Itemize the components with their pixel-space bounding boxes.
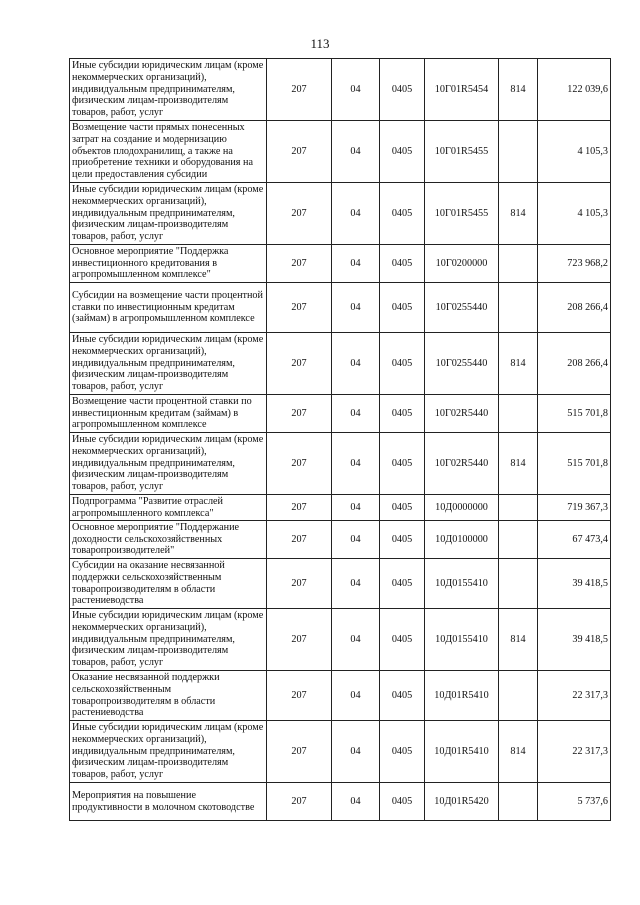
table-row (70, 183, 611, 245)
row-name-cell: Субсидии на возмещение части процентной ставки по инвестиционным кредитам (займам) в агропромышленном комплексе (70, 283, 267, 333)
row-ved-cell: 207 (267, 721, 332, 783)
row-name-cell: Субсидии на оказание несвязанной поддержки сельскохозяйственным товаропроизводителям в области растениеводства (70, 559, 267, 609)
row-expense-type-cell (499, 395, 538, 433)
row-section-cell: 04 (332, 395, 380, 433)
row-expense-type-cell (499, 495, 538, 521)
row-expense-type-cell (499, 121, 538, 183)
row-name-cell: Иные субсидии юридическим лицам (кроме некоммерческих организаций), индивидуальным предпринимателям, физическим лицам-производителям товаров, работ, услуг (70, 721, 267, 783)
row-amount-cell: 39 418,5 (538, 609, 611, 671)
row-target-code-cell: 10Д0155410 (425, 609, 499, 671)
table-row (70, 521, 611, 559)
row-subsection-cell: 0405 (380, 721, 425, 783)
row-subsection-cell: 0405 (380, 609, 425, 671)
table-row (70, 721, 611, 783)
table-row (70, 245, 611, 283)
row-name-cell: Оказание несвязанной поддержки сельскохозяйственным товаропроизводителям в области растениеводства (70, 671, 267, 721)
row-subsection-cell: 0405 (380, 183, 425, 245)
row-subsection-cell: 0405 (380, 395, 425, 433)
row-section-cell: 04 (332, 121, 380, 183)
row-amount-cell: 22 317,3 (538, 671, 611, 721)
row-ved-cell: 207 (267, 395, 332, 433)
row-expense-type-cell: 814 (499, 609, 538, 671)
row-section-cell: 04 (332, 245, 380, 283)
row-amount-cell: 122 039,6 (538, 59, 611, 121)
row-subsection-cell: 0405 (380, 521, 425, 559)
row-target-code-cell: 10Г01R5455 (425, 183, 499, 245)
row-section-cell: 04 (332, 559, 380, 609)
row-subsection-cell: 0405 (380, 333, 425, 395)
row-section-cell: 04 (332, 495, 380, 521)
row-subsection-cell: 0405 (380, 783, 425, 821)
row-amount-cell: 4 105,3 (538, 121, 611, 183)
row-ved-cell: 207 (267, 783, 332, 821)
row-expense-type-cell: 814 (499, 59, 538, 121)
row-ved-cell: 207 (267, 121, 332, 183)
row-amount-cell: 208 266,4 (538, 283, 611, 333)
row-target-code-cell: 10Г01R5454 (425, 59, 499, 121)
row-name-cell: Подпрограмма "Развитие отраслей агропромышленного комплекса" (70, 495, 267, 521)
row-section-cell: 04 (332, 433, 380, 495)
row-ved-cell: 207 (267, 495, 332, 521)
row-subsection-cell: 0405 (380, 671, 425, 721)
row-amount-cell: 515 701,8 (538, 395, 611, 433)
table-row (70, 783, 611, 821)
row-ved-cell: 207 (267, 333, 332, 395)
row-target-code-cell: 10Д0100000 (425, 521, 499, 559)
row-ved-cell: 207 (267, 59, 332, 121)
row-name-cell: Возмещение части процентной ставки по инвестиционным кредитам (займам) в агропромышленном комплексе (70, 395, 267, 433)
row-target-code-cell: 10Д01R5410 (425, 721, 499, 783)
row-target-code-cell: 10Д01R5420 (425, 783, 499, 821)
row-amount-cell: 208 266,4 (538, 333, 611, 395)
row-target-code-cell: 10Г0255440 (425, 333, 499, 395)
table-row (70, 333, 611, 395)
row-name-cell: Иные субсидии юридическим лицам (кроме некоммерческих организаций), индивидуальным предпринимателям, физическим лицам-производителям товаров, работ, услуг (70, 433, 267, 495)
table-row (70, 609, 611, 671)
row-subsection-cell: 0405 (380, 433, 425, 495)
table-row (70, 559, 611, 609)
row-amount-cell: 515 701,8 (538, 433, 611, 495)
row-ved-cell: 207 (267, 609, 332, 671)
row-expense-type-cell (499, 671, 538, 721)
row-name-cell: Иные субсидии юридическим лицам (кроме некоммерческих организаций), индивидуальным предпринимателям, физическим лицам-производителям товаров, работ, услуг (70, 59, 267, 121)
row-ved-cell: 207 (267, 671, 332, 721)
row-ved-cell: 207 (267, 245, 332, 283)
row-expense-type-cell: 814 (499, 333, 538, 395)
row-subsection-cell: 0405 (380, 283, 425, 333)
row-subsection-cell: 0405 (380, 121, 425, 183)
budget-table (69, 58, 611, 821)
row-target-code-cell: 10Г02R5440 (425, 395, 499, 433)
row-section-cell: 04 (332, 59, 380, 121)
row-ved-cell: 207 (267, 283, 332, 333)
row-amount-cell: 719 367,3 (538, 495, 611, 521)
row-target-code-cell: 10Г0200000 (425, 245, 499, 283)
row-amount-cell: 723 968,2 (538, 245, 611, 283)
table-body (70, 59, 611, 821)
row-name-cell: Основное мероприятие "Поддержка инвестиционного кредитования в агропромышленном комплексе" (70, 245, 267, 283)
row-subsection-cell: 0405 (380, 559, 425, 609)
row-expense-type-cell (499, 521, 538, 559)
table-row (70, 433, 611, 495)
row-target-code-cell: 10Г0255440 (425, 283, 499, 333)
row-amount-cell: 4 105,3 (538, 183, 611, 245)
row-target-code-cell: 10Д0000000 (425, 495, 499, 521)
row-name-cell: Иные субсидии юридическим лицам (кроме некоммерческих организаций), индивидуальным предпринимателям, физическим лицам-производителям товаров, работ, услуг (70, 609, 267, 671)
row-expense-type-cell (499, 783, 538, 821)
row-ved-cell: 207 (267, 183, 332, 245)
row-subsection-cell: 0405 (380, 495, 425, 521)
row-name-cell: Иные субсидии юридическим лицам (кроме некоммерческих организаций), индивидуальным предпринимателям, физическим лицам-производителям товаров, работ, услуг (70, 183, 267, 245)
row-expense-type-cell (499, 559, 538, 609)
row-name-cell: Мероприятия на повышение продуктивности в молочном скотоводстве (70, 783, 267, 821)
row-expense-type-cell: 814 (499, 433, 538, 495)
row-amount-cell: 67 473,4 (538, 521, 611, 559)
page-number: 113 (310, 36, 330, 51)
table-row (70, 671, 611, 721)
row-ved-cell: 207 (267, 521, 332, 559)
row-section-cell: 04 (332, 721, 380, 783)
row-section-cell: 04 (332, 521, 380, 559)
row-expense-type-cell (499, 283, 538, 333)
row-amount-cell: 22 317,3 (538, 721, 611, 783)
row-subsection-cell: 0405 (380, 245, 425, 283)
table-row (70, 395, 611, 433)
row-section-cell: 04 (332, 783, 380, 821)
row-section-cell: 04 (332, 283, 380, 333)
row-ved-cell: 207 (267, 559, 332, 609)
row-amount-cell: 5 737,6 (538, 783, 611, 821)
table-row (70, 283, 611, 333)
row-section-cell: 04 (332, 183, 380, 245)
row-expense-type-cell: 814 (499, 721, 538, 783)
row-section-cell: 04 (332, 609, 380, 671)
row-section-cell: 04 (332, 333, 380, 395)
row-subsection-cell: 0405 (380, 59, 425, 121)
row-expense-type-cell (499, 245, 538, 283)
row-target-code-cell: 10Д01R5410 (425, 671, 499, 721)
table-row (70, 59, 611, 121)
row-ved-cell: 207 (267, 433, 332, 495)
row-section-cell: 04 (332, 671, 380, 721)
row-target-code-cell: 10Д0155410 (425, 559, 499, 609)
row-name-cell: Основное мероприятие "Поддержание доходности сельскохозяйственных товаропроизводителей" (70, 521, 267, 559)
row-expense-type-cell: 814 (499, 183, 538, 245)
row-target-code-cell: 10Г02R5440 (425, 433, 499, 495)
row-amount-cell: 39 418,5 (538, 559, 611, 609)
row-name-cell: Иные субсидии юридическим лицам (кроме некоммерческих организаций), индивидуальным предпринимателям, физическим лицам-производителям товаров, работ, услуг (70, 333, 267, 395)
table-row (70, 495, 611, 521)
row-target-code-cell: 10Г01R5455 (425, 121, 499, 183)
table-row (70, 121, 611, 183)
row-name-cell: Возмещение части прямых понесенных затрат на создание и модернизацию объектов плодохранилищ, а также на приобретение техники и оборудования на цели предоставления субсидии (70, 121, 267, 183)
